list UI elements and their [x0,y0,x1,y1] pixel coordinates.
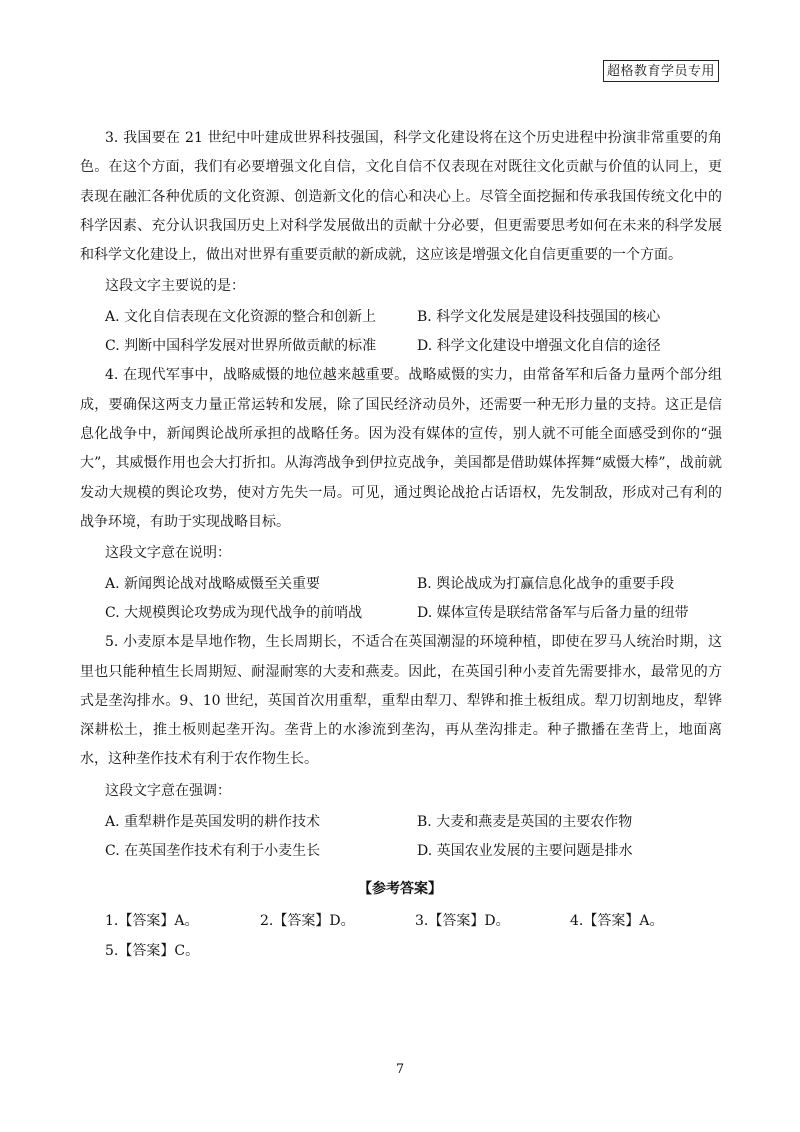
answer-key [105,906,725,966]
option-c: C. 判断中国科学发展对世界所做贡献的标准 [105,338,377,355]
question-3-prompt: 这段文字主要说的是： [105,278,245,295]
option-d: D. 科学文化建设中增强文化自信的途径 [417,338,661,355]
question-5 [80,628,722,865]
question-4 [80,361,722,628]
answer-item: 1.【答案】A。 [105,913,199,929]
question-3-options [80,303,722,361]
option-a: A. 新闻舆论战对战略威慑至关重要 [105,576,321,593]
option-b: B. 大麦和燕麦是英国的主要农作物 [417,813,633,830]
option-d: D. 英国农业发展的主要问题是排水 [417,842,633,859]
answer-row [105,906,725,936]
question-4-passage: 4. 在现代军事中，战略威慑的地位越来越重要。战略威慑的实力，由常备军和后备力量两个部分组成，要确保这两支力量正常运转和发展，除了国民经济动员外，还需要一种无形力量的支持。这正是信息化战争中，新闻舆论战所承担的战略任务。因为没有媒体的宣传，别人就不可能全面感受到你的“强大”，其威慑作用也会大打折扣。从海湾战争到伊拉克战争，美国都是借助媒体挥舞“威慑大棒”，战前就发动大规模的舆论攻势，使对方先失一局。可见，通过舆论战抢占话语权，先发制敌，形成对己有利的战争环境，有助于实现战略目标。 [80,367,722,530]
option-a: A. 重犁耕作是英国发明的耕作技术 [105,813,321,830]
answer-item: 4.【答案】A。 [570,913,664,929]
answer-item: 5.【答案】C。 [105,943,200,959]
option-a: A. 文化自信表现在文化资源的整合和创新上 [105,309,377,326]
option-b: B. 科学文化发展是建设科技强国的核心 [417,309,661,326]
answer-item: 2.【答案】D。 [260,913,355,929]
question-3-passage: 3. 我国要在 21 世纪中叶建成世界科技强国，科学文化建设将在这个历史进程中扮演非常重要的角色。在这个方面，我们有必要增强文化自信，文化自信不仅表现在对既往文化贡献与价值的认同上，更表现在融汇各种优质的文化资源、创造新文化的信心和决心上。尽管全面挖掘和传承我国传统文化中的科学因素、充分认识我国历史上对科学发展做出的贡献十分必要，但更需要思考如何在未来的科学发展和科学文化建设上，做出对世界有重要贡献的新成就，这应该是增强文化自信更重要的一个方面。 [80,130,722,264]
answer-item: 3.【答案】D。 [415,913,510,929]
option-c: C. 在英国垄作技术有利于小麦生长 [105,842,321,859]
answer-row [105,936,725,966]
question-5-options [80,808,722,866]
answers-title: 【参考答案】 [358,881,442,897]
question-4-prompt: 这段文字意在说明： [105,545,231,562]
option-d: D. 媒体宣传是联结常备军与后备力量的纽带 [417,605,689,622]
question-5-passage: 5. 小麦原本是旱地作物，生长周期长，不适合在英国潮湿的环境种植，即使在罗马人统治时期，这里也只能种植生长周期短、耐湿耐寒的大麦和燕麦。因此，在英国引种小麦首先需要排水，最常见的方式是垄沟排水。9、10 世纪，英国首次用重犁，重犁由犁刀、犁铧和推土板组成。犁刀切割地皮，犁铧深耕松土，推土板则起垄开沟。垄背上的水渗流到垄沟，再从垄沟排走。种子撒播在垄背上，地面离水，这种垄作技术有利于农作物生长。 [80,634,722,768]
question-4-options [80,570,722,628]
option-b: B. 舆论战成为打赢信息化战争的重要手段 [417,576,675,593]
question-5-prompt: 这段文字意在强调： [105,782,231,799]
question-content [80,124,722,866]
question-3 [80,124,722,361]
header-stamp: 超格教育学员专用 [603,60,719,82]
page-number: 7 [395,1062,405,1077]
option-c: C. 大规模舆论攻势成为现代战争的前哨战 [105,605,363,622]
